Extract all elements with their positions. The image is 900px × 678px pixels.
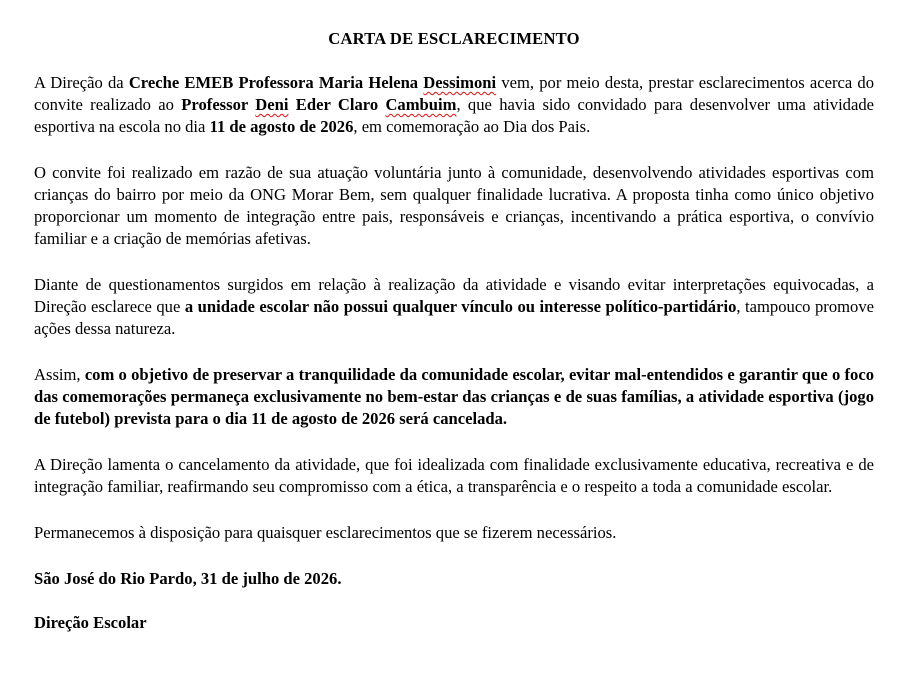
cancellation-text-a: Assim, xyxy=(34,365,85,384)
document-title: CARTA DE ESCLARECIMENTO xyxy=(328,29,580,48)
intro-text-d: , em comemoração ao Dia dos Pais. xyxy=(353,117,591,136)
place-and-date: São José do Rio Pardo, 31 de julho de 2026. xyxy=(34,569,342,588)
paragraph-cancellation xyxy=(34,364,874,430)
paragraph-regret: A Direção lamenta o cancelamento da atividade, que foi idealizada com finalidade exclusivamente educativa, recreativa e de integração familiar, reafirmando seu compromisso com a ética, a transparência e o respeito a toda a comunidade escolar. xyxy=(34,455,874,496)
intro-text-c: , que havia sido convidado para desenvolver uma atividade esportiva na escola no dia xyxy=(34,95,875,136)
cancellation-bold: com o objetivo de preservar a tranquilidade da comunidade escolar, evitar mal-entendidos e garantir que o foco das comemorações permaneça exclusivamente no bem-estar das crianças e de suas famílias, a atividade esportiva (jogo de futebol) prevista para o dia 11 de agosto de 2026 será cancelada. xyxy=(34,365,874,428)
signature: Direção Escolar xyxy=(34,613,147,632)
paragraph-availability: Permanecemos à disposição para quaisquer esclarecimentos que se fizerem necessários. xyxy=(34,523,617,542)
professor-first-name: Deni xyxy=(255,95,289,114)
school-name-part: Creche EMEB Professora Maria Helena xyxy=(128,73,424,92)
professor-name xyxy=(181,95,456,114)
intro-text-b: vem, por meio desta, prestar esclarecimentos acerca do convite realizado ao xyxy=(34,73,874,114)
professor-last-name: Cambuim xyxy=(385,95,457,114)
paragraph-intro xyxy=(34,72,874,138)
document-page xyxy=(34,28,874,634)
paragraph-clarification xyxy=(34,274,874,340)
school-name xyxy=(129,73,496,92)
paragraph-invitation: O convite foi realizado em razão de sua atuação voluntária junto à comunidade, desenvolvendo atividades esportivas com crianças do bairro por meio da ONG Morar Bem, sem qualquer finalidade lucrativa. A proposta tinha como único objetivo proporcionar um momento de integração entre pais, responsáveis e crianças, incentivando a prática esportiva, o convívio familiar e a criação de memórias afetivas. xyxy=(34,163,874,248)
professor-middle-name: Eder Claro xyxy=(288,95,386,114)
clarification-text-c: , tampouco promove ações dessa natureza. xyxy=(34,297,874,338)
clarification-bold: a unidade escolar não possui qualquer vínculo ou interesse político-partidário xyxy=(184,297,737,316)
professor-title: Professor xyxy=(181,95,256,114)
intro-text-a: A Direção da xyxy=(34,73,129,92)
event-date: 11 de agosto de 2026 xyxy=(209,117,354,136)
clarification-text-a: Diante de questionamentos surgidos em relação à realização da atividade e visando evitar interpretações equivocadas, a Direção esclarece que xyxy=(34,275,874,316)
school-name-spellcheck: Dessimoni xyxy=(423,73,497,92)
